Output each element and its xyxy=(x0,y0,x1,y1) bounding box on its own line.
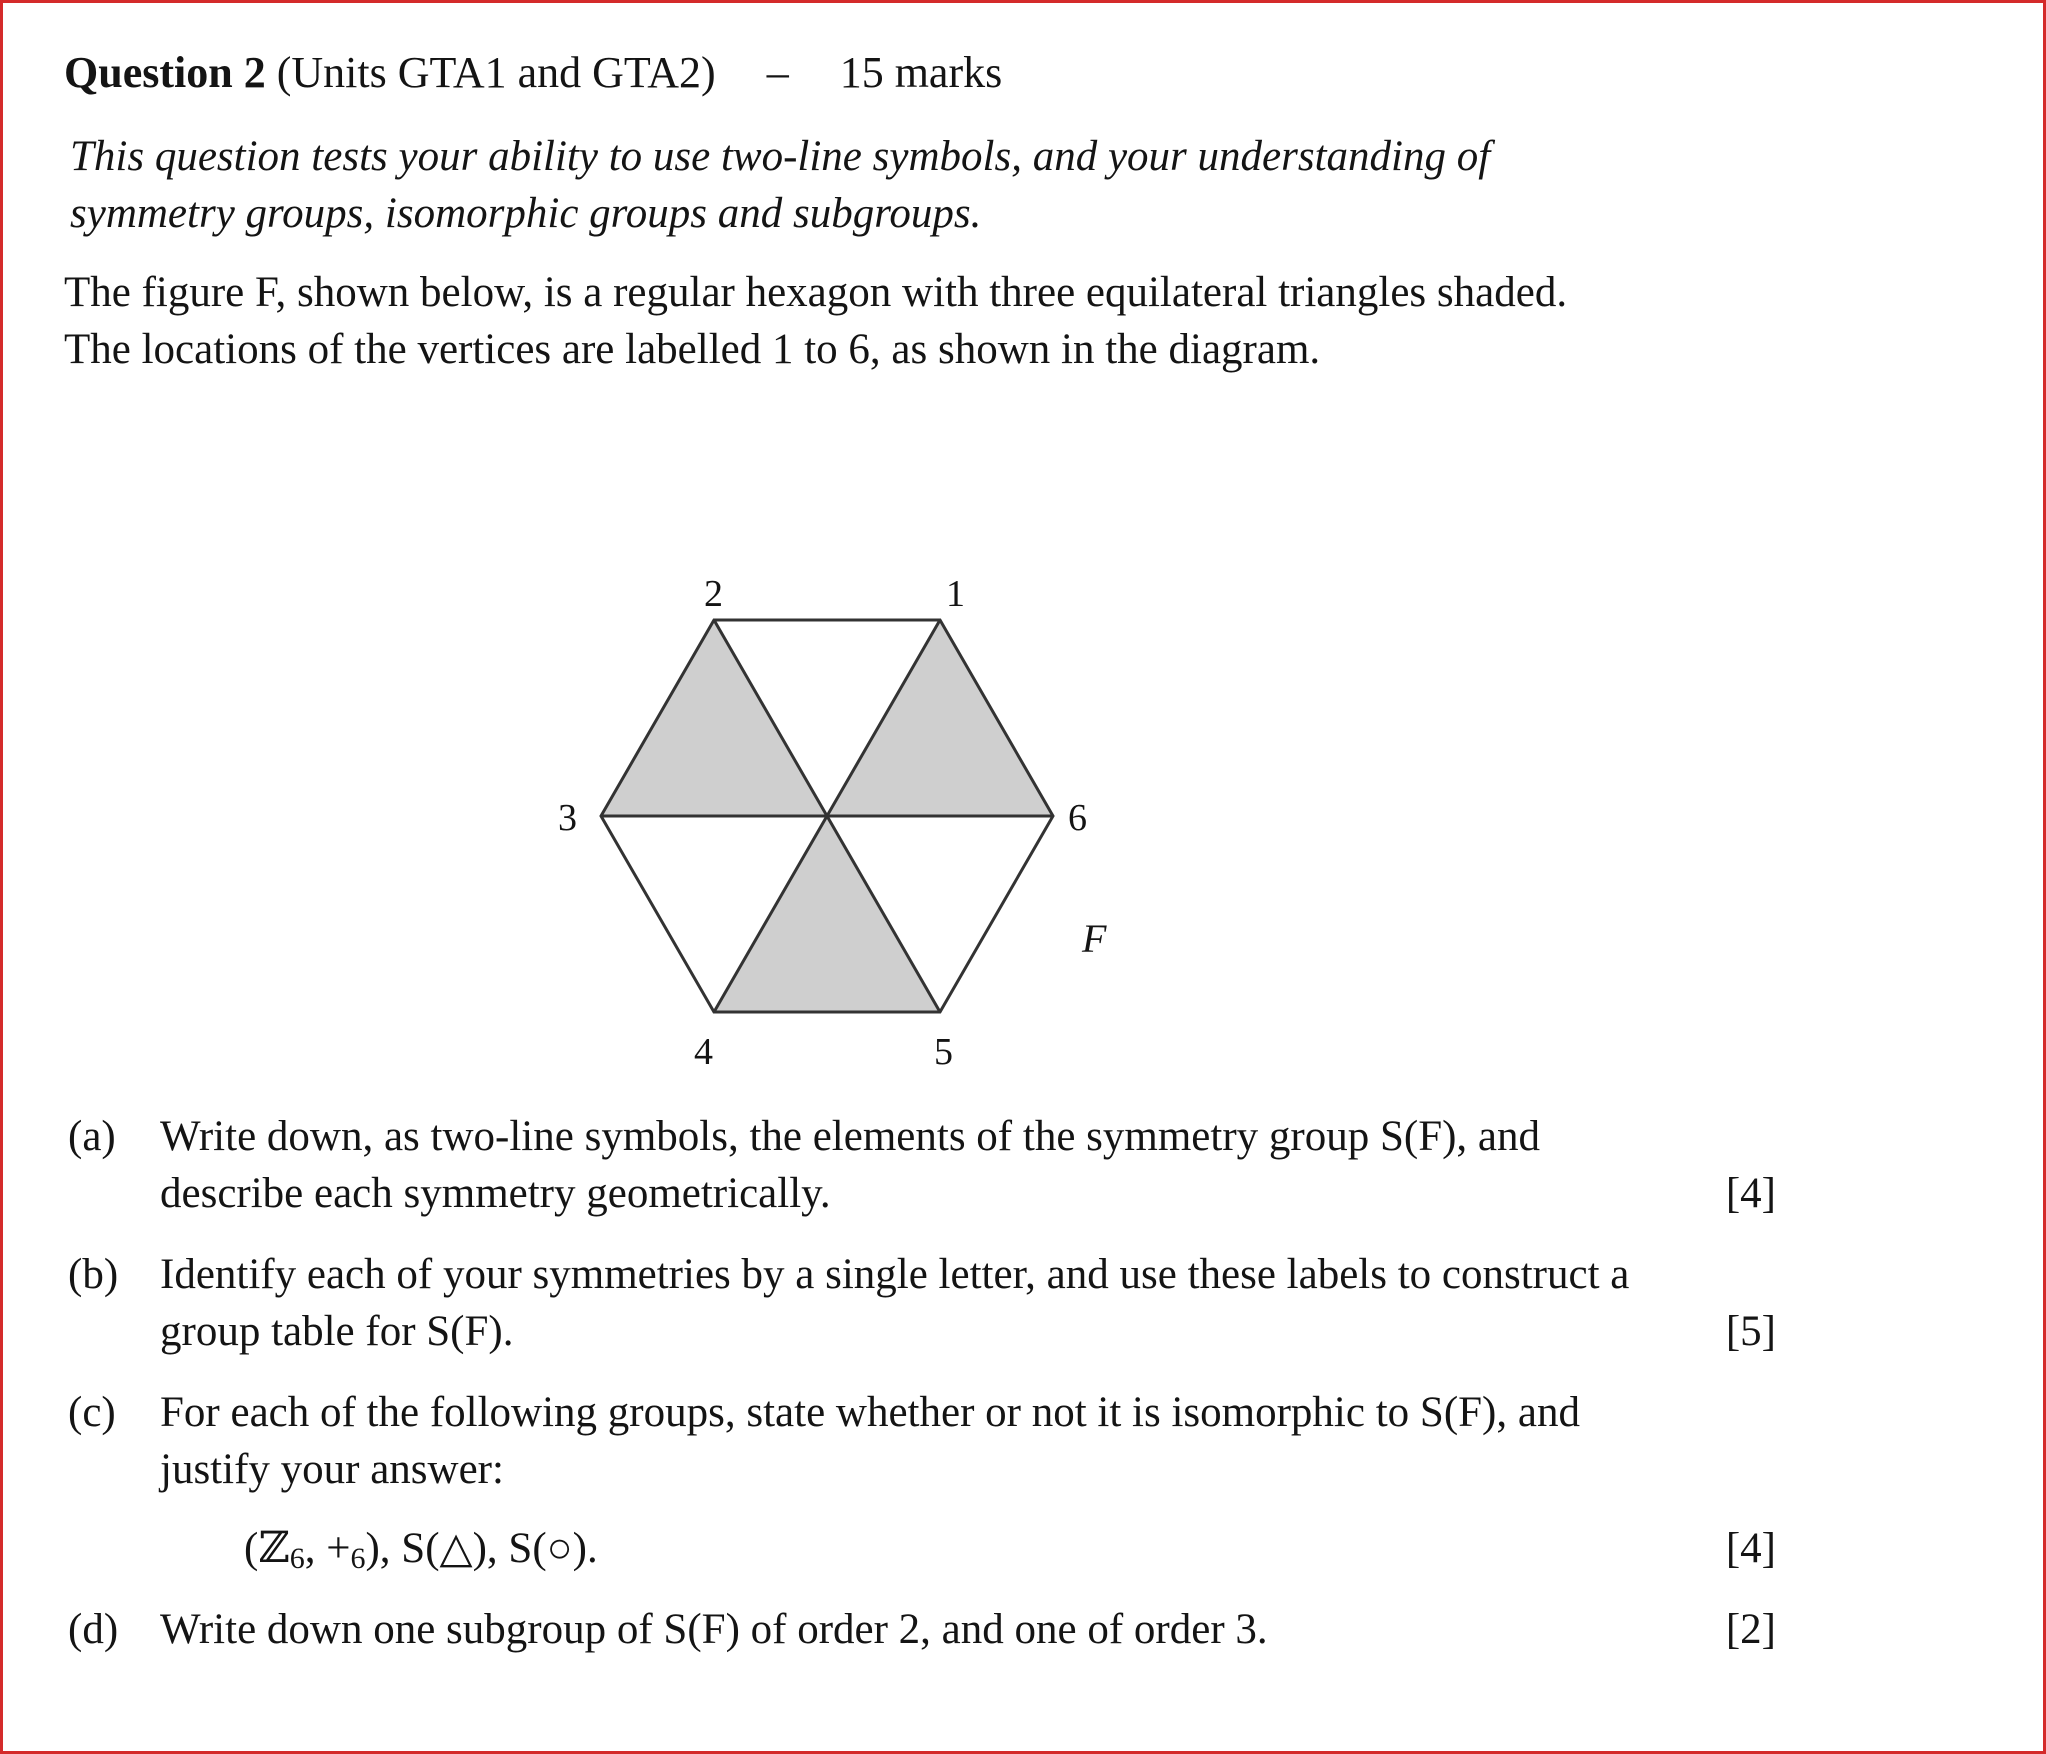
vertex-label-4: 4 xyxy=(694,1031,713,1073)
vertex-label-6: 6 xyxy=(1068,797,1087,839)
shaded-triangle-top-right xyxy=(827,620,1053,816)
part-text: Write down one subgroup of S(F) of order 2, and one of order 3. xyxy=(160,1606,1268,1653)
part-marks: [5] xyxy=(1725,1308,1776,1355)
part-label: (c) xyxy=(68,1389,116,1436)
figure-description: The figure F, shown below, is a regular hexagon with three equilateral triangles shaded. The locations of the vertices are labelled 1 to 6, as shown in the diagram. xyxy=(64,269,1568,373)
part-b xyxy=(64,1246,1784,1360)
part-text: For each of the following groups, state whether or not it is isomorphic to S(F), and justify your answer: xyxy=(160,1389,1580,1493)
question-heading xyxy=(64,44,1784,102)
part-d xyxy=(64,1601,1784,1658)
part-marks: [4] xyxy=(1725,1170,1776,1217)
question-label: Question 2 xyxy=(64,48,266,97)
question-page xyxy=(64,44,1784,1653)
group-list-formula xyxy=(244,1520,1784,1577)
part-text: Identify each of your symmetries by a single letter, and use these labels to construct a group table for S(F). xyxy=(160,1251,1630,1355)
vertex-label-1: 1 xyxy=(946,573,965,615)
vertex-label-2: 2 xyxy=(704,573,723,615)
question-parts xyxy=(64,1108,1784,1682)
vertex-label-5: 5 xyxy=(934,1031,953,1073)
question-separator: – xyxy=(766,48,789,97)
part-marks: [2] xyxy=(1725,1606,1776,1653)
figure-label: F xyxy=(1082,916,1107,961)
shaded-triangle-top-left xyxy=(601,620,827,816)
part-marks: [4] xyxy=(1725,1525,1776,1572)
question-intro: This question tests your ability to use two-line symbols, and your understanding of symmetry groups, isomorphic groups and subgroups. xyxy=(70,133,1491,237)
question-marks: 15 marks xyxy=(839,48,1003,97)
vertex-label-3: 3 xyxy=(558,797,577,839)
formula-segment: , + xyxy=(304,1525,351,1572)
part-label: (b) xyxy=(68,1251,119,1298)
formula-subscript: 6 xyxy=(289,1542,305,1575)
formula-segment: ), S(△), S(○). xyxy=(365,1525,598,1572)
part-label: (a) xyxy=(68,1113,116,1160)
formula-segment: (ℤ xyxy=(244,1525,290,1572)
question-units: (Units GTA1 and GTA2) xyxy=(276,48,716,97)
part-text: Write down, as two-line symbols, the elements of the symmetry group S(F), and describe each symmetry geometrically. xyxy=(160,1113,1541,1217)
shaded-triangle-bottom xyxy=(714,816,940,1012)
part-label: (d) xyxy=(68,1606,119,1653)
part-a xyxy=(64,1108,1784,1222)
part-c xyxy=(64,1384,1784,1577)
formula-subscript: 6 xyxy=(350,1542,366,1575)
hexagon-diagram xyxy=(64,504,1264,1104)
